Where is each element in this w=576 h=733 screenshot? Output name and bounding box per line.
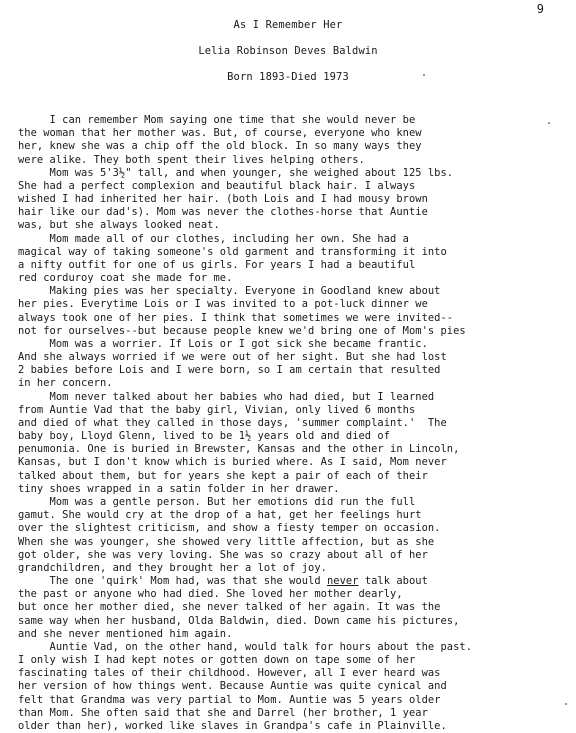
text-line-content: not for ourselves--but because people knew we'd bring one of Mom's pies — [18, 324, 466, 337]
text-line-content: grandchildren, and they brought her a lot of joy. — [18, 561, 327, 574]
text-line — [18, 325, 568, 338]
text-line — [18, 667, 568, 680]
text-line — [18, 377, 568, 390]
text-line-content: I only wish I had kept notes or gotten down on tape some of her — [18, 654, 416, 667]
text-line-content: in her concern. — [18, 377, 113, 390]
text-line-content: 2 babies before Lois and I were born, so I am certain that resulted — [18, 364, 441, 377]
text-line — [18, 470, 568, 483]
text-line-content: Mom never talked about her babies who had died, but I learned — [18, 390, 435, 403]
text-line — [18, 417, 568, 430]
text-line-content: hair like our dad's). Mom was never the clothes-horse that Auntie — [18, 206, 428, 219]
text-line-content: talked about them, but for years she kept a pair of each of their — [18, 469, 428, 482]
text-line — [18, 430, 568, 443]
text-line — [18, 680, 568, 693]
text-line — [18, 654, 568, 667]
text-line-content: penumonia. One is buried in Brewster, Kansas and the other in Lincoln, — [18, 443, 460, 456]
text-line-content: the past or anyone who had died. She loved her mother dearly, — [18, 588, 403, 601]
text-line — [18, 443, 568, 456]
text-line-content: Mom was a worrier. If Lois or I got sick she became frantic. — [18, 337, 428, 350]
text-line — [18, 391, 568, 404]
text-line-content: Kansas, but I don't know which is buried where. As I said, Mom never — [18, 456, 447, 469]
text-line — [18, 628, 568, 641]
document-title: As I Remember Her — [233, 19, 343, 31]
text-line-content: gamut. She would cry at the drop of a hat, get her feelings hurt — [18, 509, 422, 522]
text-line-content: wished I had inherited her hair. (both Lois and I had mousy brown — [18, 193, 428, 206]
text-line — [18, 285, 568, 298]
underlined-word: never — [326, 575, 359, 588]
scan-speck — [548, 122, 550, 124]
text-line-content: The one 'quirk' Mom had, was that she would — [18, 575, 327, 588]
text-line — [18, 154, 568, 167]
text-line — [18, 233, 568, 246]
text-line — [18, 338, 568, 351]
text-line — [18, 180, 568, 193]
text-line-content: her pies. Everytime Lois or I was invited to a pot-luck dinner we — [18, 298, 428, 311]
text-line — [18, 167, 568, 180]
document-dates: Born 1893-Died 1973 — [227, 71, 349, 83]
text-line — [18, 206, 568, 219]
text-line — [18, 259, 568, 272]
text-line-content: were alike. They both spent their lives helping others. — [18, 153, 365, 166]
text-line — [18, 219, 568, 232]
text-line-content: than Mom. She often said that she and Darrel (her brother, 1 year — [18, 706, 428, 719]
text-line — [18, 707, 568, 720]
text-line — [18, 272, 568, 285]
text-line — [18, 193, 568, 206]
scan-speck — [565, 703, 567, 705]
text-line-content: over the slightest criticism, and show a fiesty temper on occasion. — [18, 522, 441, 535]
text-line-content: fascinating tales of their childhood. However, all I ever heard was — [18, 667, 441, 680]
text-line-content: felt that Grandma was very partial to Mom. Auntie was 5 years older — [18, 693, 441, 706]
text-line-content: Auntie Vad, on the other hand, would talk for hours about the past. — [18, 640, 473, 653]
text-line-content: and she never mentioned him again. — [18, 627, 233, 640]
text-line-content: her, knew she was a chip off the old block. In so many ways they — [18, 140, 422, 153]
text-line — [18, 641, 568, 654]
text-line-content: baby boy, Lloyd Glenn, lived to be 1½ years old and died of — [18, 430, 391, 443]
text-line — [18, 298, 568, 311]
text-line-content: magical way of taking someone's old garment and transforming it into — [18, 245, 447, 258]
text-line-content: her version of how things went. Because Auntie was quite cynical and — [18, 680, 447, 693]
memoir-body-text — [18, 114, 568, 733]
text-line — [18, 483, 568, 496]
text-line-content: Making pies was her specialty. Everyone in Goodland knew about — [18, 285, 441, 298]
text-line-content: same way when her husband, Olda Baldwin, died. Down came his pictures, — [18, 614, 460, 627]
text-line-content: got older, she was very loving. She was so crazy about all of her — [18, 548, 428, 561]
text-line — [18, 549, 568, 562]
text-line — [18, 364, 568, 377]
text-line-content: but once her mother died, she never talked of her again. It was the — [18, 601, 441, 614]
text-line — [18, 694, 568, 707]
text-line-content: Mom was 5'3½" tall, and when younger, she weighed about 125 lbs. — [18, 166, 454, 179]
text-line — [18, 615, 568, 628]
text-line-content: When she was younger, she showed very little affection, but as she — [18, 535, 435, 548]
text-line — [18, 536, 568, 549]
text-line-content: And she always worried if we were out of her sight. But she had lost — [18, 351, 447, 364]
text-line-content: red corduroy coat she made for me. — [18, 272, 233, 285]
text-line — [18, 312, 568, 325]
text-line-content: older than her), worked like slaves in Grandpa's cafe in Plainville. — [18, 719, 447, 732]
text-line — [18, 246, 568, 259]
text-line-content: Mom made all of our clothes, including her own. She had a — [18, 232, 409, 245]
text-line-tail: talk about — [358, 575, 428, 588]
text-line-content: tiny shoes wrapped in a satin folder in her drawer. — [18, 482, 340, 495]
page-number: 9 — [536, 2, 544, 16]
text-line-content: a nifty outfit for one of us girls. For years I had a beautiful — [18, 258, 416, 271]
text-line — [18, 404, 568, 417]
text-line — [18, 588, 568, 601]
text-line — [18, 562, 568, 575]
text-line-content: was, but she always looked neat. — [18, 219, 220, 232]
text-line — [18, 114, 568, 127]
text-line — [18, 140, 568, 153]
text-line-content: always took one of her pies. I think that sometimes we were invited-- — [18, 311, 454, 324]
text-line — [18, 496, 568, 509]
text-line — [18, 456, 568, 469]
text-line-content: from Auntie Vad that the baby girl, Vivian, only lived 6 months — [18, 403, 416, 416]
text-line — [18, 601, 568, 614]
text-line — [18, 522, 568, 535]
text-line-content: I can remember Mom saying one time that she would never be — [18, 114, 416, 126]
text-line-content: Mom was a gentle person. But her emotions did run the full — [18, 495, 416, 508]
document-author: Lelia Robinson Deves Baldwin — [198, 45, 378, 57]
text-line — [18, 509, 568, 522]
text-line-content: the woman that her mother was. But, of course, everyone who knew — [18, 127, 422, 140]
text-line — [18, 351, 568, 364]
text-line-content: and died of what they called in those days, 'summer complaint.' The — [18, 416, 447, 429]
text-line-content: She had a perfect complexion and beautiful black hair. I always — [18, 179, 416, 192]
scan-speck — [423, 74, 425, 76]
text-line — [18, 575, 568, 588]
text-line — [18, 720, 568, 733]
text-line — [18, 127, 568, 140]
